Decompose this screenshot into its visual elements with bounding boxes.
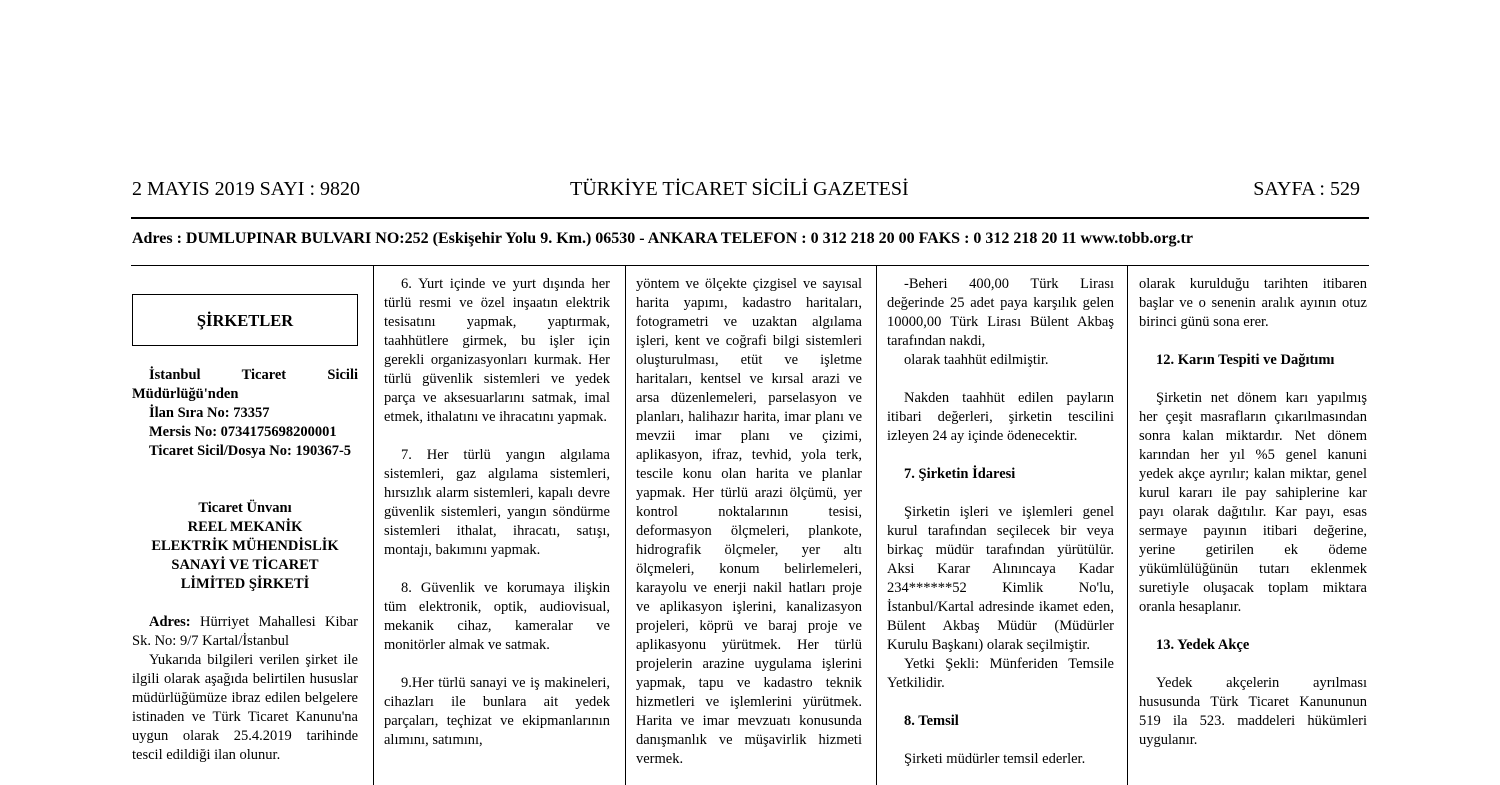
unvan-label: Ticaret Ünvanı [198,500,292,516]
gazette-title: TÜRKİYE TİCARET SİCİLİ GAZETESİ [570,178,909,200]
section-heading: 7. Şirketin İdaresi [904,466,1016,482]
mersis-number: Mersis No: 0734175698200001 [149,424,337,440]
column-5 [1139,275,1367,750]
article-6: 6. Yurt içinde ve yurt dışında her türlü resmi ve özel inşaatın elektrik tesisatını yapmak, yaptırmak, taahhütlere girmek, bu işler için gerekli organizasyonları kurmak. Her türlü güvenlik sistemleri ve yedek parça ve aksesuarlarını satmak, imal etmek, ithalatını ve ihracatını yapmak. [384,276,610,425]
announcement-paragraph: Yukarıda bilgileri verilen şirket ile ilgili olarak aşağıda belirtilen hususlar müdürlüğümüze ibraz edilen belgelere istinaden ve Türk Ticaret Kanunu'na uygun olarak 25.4.2019 tarihinde tescil edildiği ilan olunur. [132,652,358,763]
article-9: 9.Her türlü sanayi ve iş makineleri, cihazları ile bunlara ait yedek parçaları, teçhizat ve ekipmanlarının alımını, satımını, [384,675,610,748]
column-3 [636,275,862,769]
fiscal-year-paragraph: olarak kurulduğu tarihten itibaren başlar ve o senenin aralık ayının otuz birinci günü sona erer. [1139,276,1367,330]
representation-paragraph: Şirketi müdürler temsil ederler. [904,751,1086,767]
reserve-paragraph: Yedek akçelerin ayrılması hususunda Türk Ticaret Kanununun 519 ila 523. maddeleri hükümleri uygulanır. [1139,675,1367,748]
column-2 [384,275,610,750]
profit-paragraph: Şirketin net dönem karı yapılmış her çeşit masrafların çıkarılmasından sonra kalan miktardır. Net dönem karından her yıl %5 genel kanuni yedek akçe ayrılır; kalan miktar, genel kurul kararı ile pay sahiplerine kar payı olarak dağıtılır. Kar payı, esas sermaye payının itibari değerine, yerine getirilen ek ödeme yükümlülüğünün tutarı eklenmek suretiyle oluşacak toplam miktara oranla hesaplanır. [1139,390,1367,615]
article-8: 8. Güvenlik ve korumaya ilişkin tüm elektronik, optik, audiovisual, mekanik cihaz, kameralar ve monitörler almak ve satmak. [384,580,610,653]
address-line: Adres : DUMLUPINAR BULVARI NO:252 (Eskişehir Yolu 9. Km.) 06530 - ANKARA TELEFON : 0 312 218 20 00 FAKS : 0 312 218 20 11 www.tobb.org.tr [132,230,1193,247]
payment-paragraph: Nakden taahhüt edilen payların itibari değerleri, şirketin tescilini izleyen 24 ay içinde ödenecektir. [887,390,1114,444]
continued-paragraph: yöntem ve ölçekte çizgisel ve sayısal harita yapımı, kadastro haritaları, fotogrametri ve uzaktan algılama işleri, kent ve coğrafi bilgi sistemleri oluşturulması, etüt ve işletme haritaları, kentsel ve kırsal arazi ve arsa düzenlemeleri, parselasyon ve planları, halihazır harita, imar planı ve mevzii imar planı ve çizimi, aplikasyon, ifraz, tevhid, yola terk, tescile konu olan harita ve planlar yapmak. Her türlü arazi ölçümü, yer kontrol noktalarının tesisi, deformasyon ölçmeleri, plankote, hidrografik ölçmeler, yer altı ölçmeleri, konum belirlemeleri, karayolu ve enerji nakil hatları proje ve aplikasyon işlerini, kanalizasyon projeleri, köprü ve baraj proje ve aplikasyonu yürütmek. Her türlü projelerin arazine uygulama işlerini yapmak, tapu ve kadastro teknik hizmetleri ve işlemlerini yürütmek. Harita ve imar mevzuatı konusunda danışmanlık ve müşavirlik hizmeti vermek. [636,276,862,767]
address-label: Adres: [149,614,191,630]
company-address [132,613,358,651]
column-4 [887,275,1114,769]
column-divider [625,266,626,785]
column-divider [876,266,877,785]
issue-date: 2 MAYIS 2019 SAYI : 9820 [132,178,361,200]
registry-office: İstanbul Ticaret Sicili Müdürlüğü'nden [132,367,358,402]
header-rule [131,217,1369,219]
section-heading: 8. Temsil [904,713,959,729]
registry-info [132,366,358,461]
column-1 [132,275,358,765]
company-title [132,499,358,594]
article-7: 7. Her türlü yangın algılama sistemleri, gaz algılama sistemleri, hırsızlık alarm sistemleri, kapalı devre güvenlik sistemleri, yangın söndürme sistemleri ithalat, ihracatı, satışı, montajı, bakımını yapmak. [384,447,610,558]
capital-paragraph-end: olarak taahhüt edilmiştir. [904,352,1049,368]
section-heading: 13. Yedek Akçe [1156,637,1250,653]
column-divider [373,266,374,785]
company-name-line: LİMİTED ŞİRKETİ [180,576,310,592]
ilan-number: İlan Sıra No: 73357 [149,405,270,421]
section-heading: 12. Karın Tespiti ve Dağıtımı [1156,352,1335,368]
management-paragraph: Şirketin işleri ve işlemleri genel kurul tarafından seçilecek bir veya birkaç müdür tarafından yürütülür. Aksi Karar Alınıncaya Kadar 234******52 Kimlik No'lu, İstanbul/Kartal adresinde ikamet eden, Bülent Akbaş Müdür (Müdürler Kurulu Başkanı) olarak seçilmiştir. [887,504,1114,653]
company-name-line: ELEKTRİK MÜHENDİSLİK [151,538,339,554]
section-title-box: ŞİRKETLER [132,294,358,346]
company-name-line: REEL MEKANİK [187,519,303,535]
authority-paragraph: Yetki Şekli: Münferiden Temsile Yetkilidir. [887,656,1114,691]
gazette-header [132,178,1360,208]
address-rule [131,265,1369,266]
address-text: Hürriyet Mahallesi Kibar Sk. No: 9/7 Kartal/İstanbul [132,614,358,649]
company-name-line: SANAYİ VE TİCARET [171,557,319,573]
capital-paragraph: -Beheri 400,00 Türk Lirası değerinde 25 adet paya karşılık gelen 10000,00 Türk Lirası Bülent Akbaş tarafından nakdi, [887,276,1114,349]
sicil-number: Ticaret Sicil/Dosya No: 190367-5 [149,443,352,459]
page-number: SAYFA : 529 [1253,178,1360,200]
column-divider [1127,266,1128,785]
